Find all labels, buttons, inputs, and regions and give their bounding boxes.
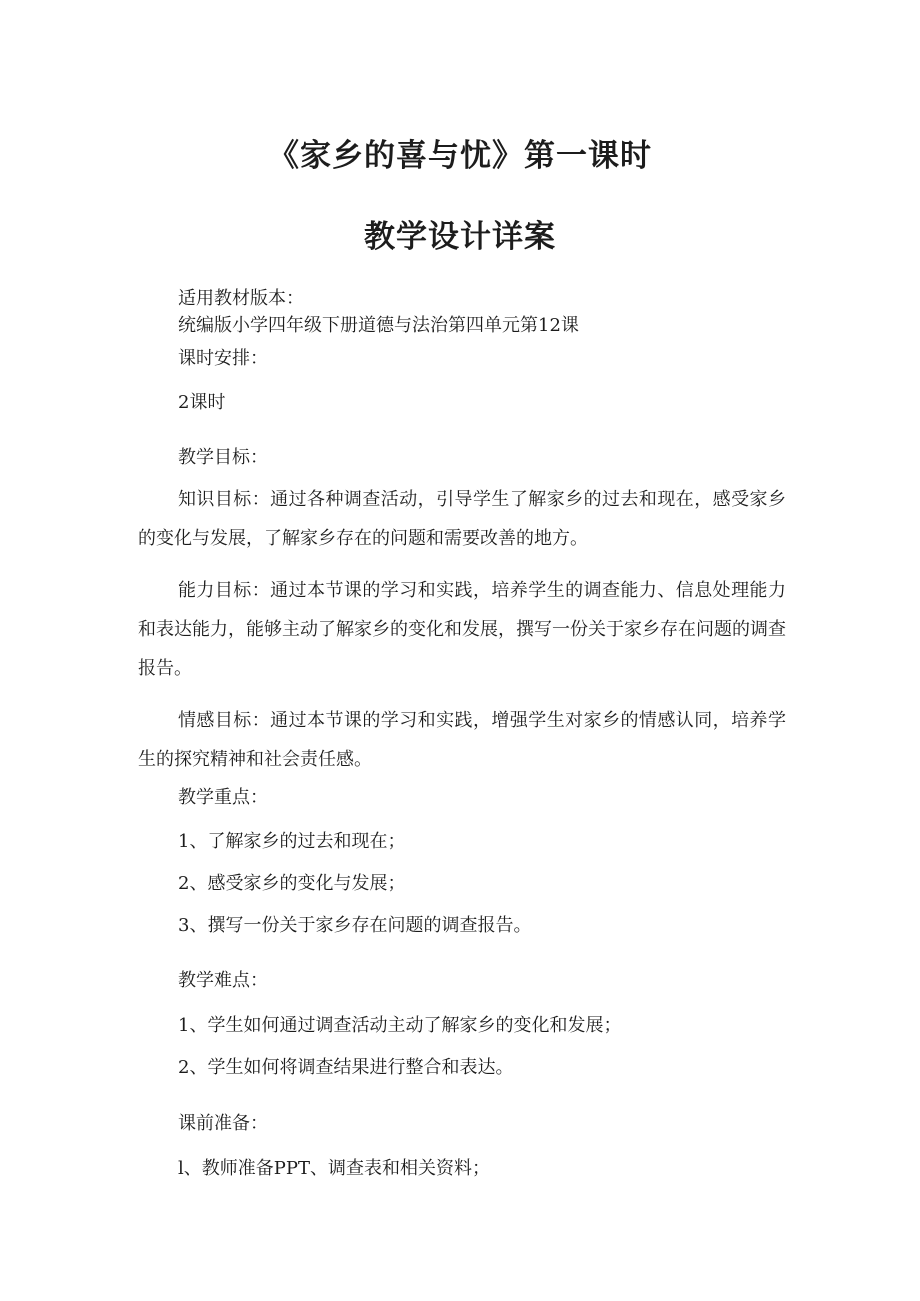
version-label: 适用教材版本： (178, 288, 304, 309)
document-subtitle: 教学设计详案 (364, 219, 556, 255)
difficulty-item: 1、学生如何通过调查活动主动了解家乡的变化和发展； (178, 1015, 622, 1036)
key-point-item: 1、了解家乡的过去和现在； (178, 831, 406, 852)
difficulty-heading: 教学难点： (178, 970, 268, 991)
goals-heading: 教学目标： (178, 447, 268, 468)
goal-ability: 能力目标：通过本节课的学习和实践，培养学生的调查能力、信息处理能力和表达能力，能够主动了解家乡的变化和发展，撰写一份关于家乡存在问题的调查报告。 (138, 580, 786, 679)
difficulty-item: 2、学生如何将调查结果进行整合和表达。 (178, 1057, 514, 1078)
schedule-value: 2课时 (178, 392, 226, 413)
key-point-item: 2、感受家乡的变化与发展； (178, 873, 406, 894)
goal-knowledge: 知识目标：通过各种调查活动，引导学生了解家乡的过去和现在，感受家乡的变化与发展，了解家乡存在的问题和需要改善的地方。 (138, 489, 786, 549)
document-title: 《家乡的喜与忧》第一课时 (268, 138, 652, 174)
key-point-item: 3、撰写一份关于家乡存在问题的调查报告。 (178, 915, 532, 936)
schedule-label: 课时安排： (178, 348, 268, 369)
goal-emotion: 情感目标：通过本节课的学习和实践，增强学生对家乡的情感认同，培养学生的探究精神和社会责任感。 (138, 710, 786, 770)
prep-heading: 课前准备： (178, 1113, 268, 1134)
prep-item: l、教师准备PPT、调查表和相关资料； (178, 1158, 490, 1179)
key-heading: 教学重点： (178, 787, 268, 808)
version-value: 统编版小学四年级下册道德与法治第四单元第12课 (178, 315, 579, 336)
